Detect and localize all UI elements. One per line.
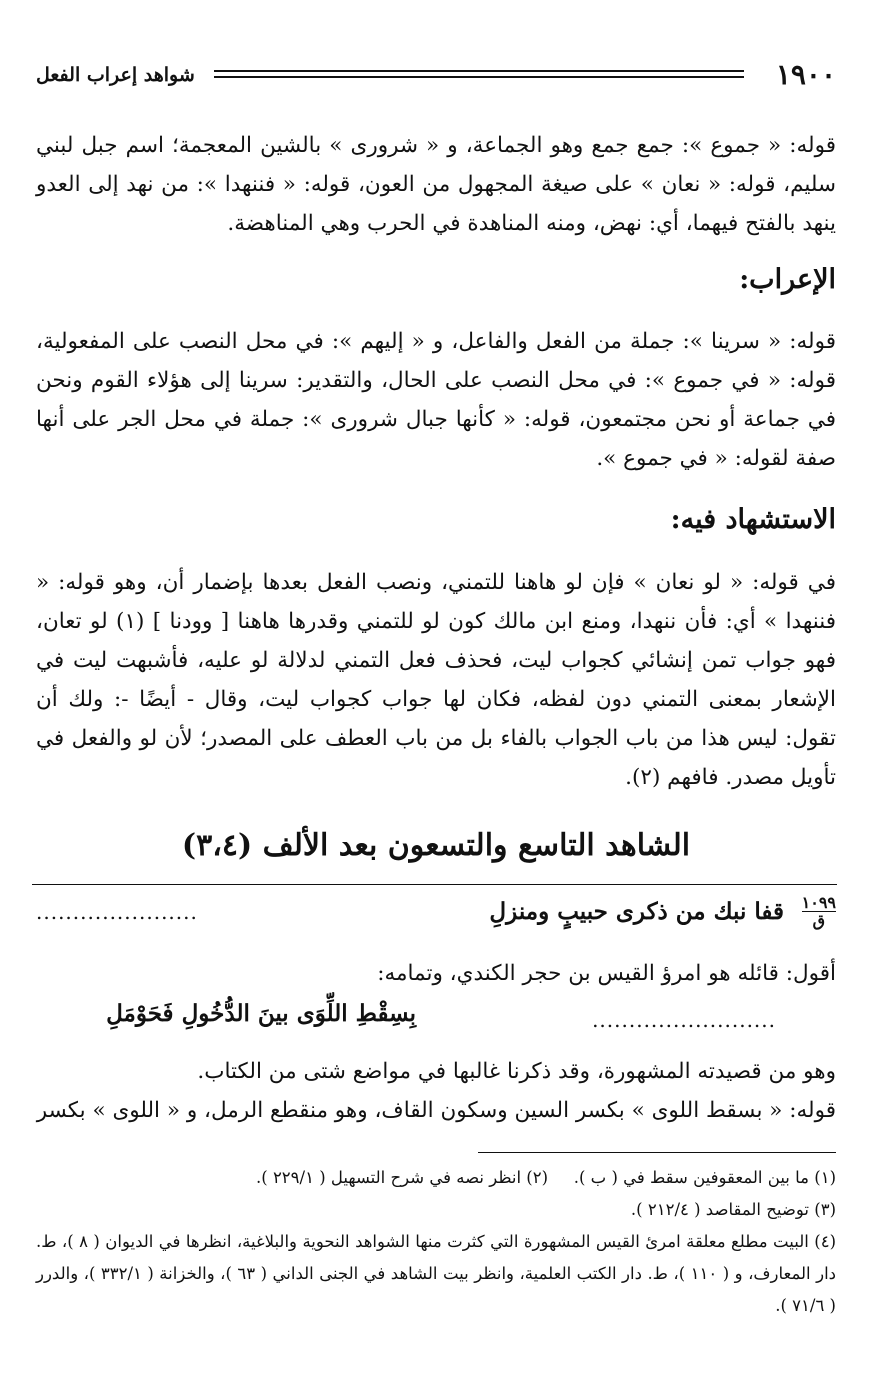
heading-irab: الإعراب: (739, 264, 836, 295)
header-rule (214, 76, 744, 78)
paragraph-qasida (36, 1052, 836, 1130)
footnote-1: (١) ما بين المعقوفين سقط في ( ب ). (573, 1168, 836, 1187)
paragraph-glossary (36, 126, 836, 243)
paragraph-line: قوله: « بسقط اللوى » بكسر السين وسكون القاف، وهو منقطع الرمل، و « اللوى » بكسر (36, 1098, 836, 1123)
verse-number (802, 894, 836, 929)
verse-first-hemistich: قفا نبك من ذكرى حبيبٍ ومنزلِ (489, 898, 784, 925)
verse-dots: ......................... (592, 1008, 776, 1032)
footnote-row (36, 1162, 836, 1194)
verse-first-line (36, 894, 836, 934)
heading-istishhad: الاستشهاد فيه: (670, 504, 836, 535)
paragraph-irab (36, 322, 836, 478)
paragraph-line: وهو من قصيدته المشهورة، وقد ذكرنا غالبها في مواضع شتى من الكتاب. (197, 1059, 836, 1084)
header-rule (214, 70, 744, 72)
paragraph-text: قوله: « سرينا »: جملة من الفعل والفاعل، و « إليهم »: في محل النصب على المفعولية، قوله: « في جموع »: في محل النصب على الحال، والتقدير: سرينا إلى هؤلاء القوم ونحن في جماعة أو نحن مجتمعون، قوله: « كأنها جبال شرورى »: جملة في محل الجر على أنها صفة لقوله: « في جموع ». (36, 329, 836, 471)
paragraph-text: في قوله: « لو نعان » فإن لو هاهنا للتمني، ونصب الفعل بعدها بإضمار أن، وهو قوله: « فننهدا » أي: فأن ننهدا، ومنع ابن مالك كون لو للتمني وقدرها هاهنا [ وودنا ] (١) لو تعان، فهو جواب تمن إنشائي كجواب ليت، فحذف فعل التمني لدلالة لو عليه، فأشبهت ليت في الإشعار بمعنى التمني دون لفظه، فكان لها جواب كجواب ليت، وقال - أيضًا -: ولك أن تقول: ليس هذا من باب الجواب بالفاء بل من باب العطف على المصدر؛ لأن لو والفعل في تأويل مصدر. فافهم (٢). (36, 570, 836, 790)
page-number: ١٩٠٠ (775, 58, 836, 91)
paragraph-qawl (36, 954, 836, 993)
verse-second-line (36, 1000, 836, 1040)
footnote-2: (٢) انظر نصه في شرح التسهيل ( ٢٢٩/١ ). (256, 1168, 549, 1187)
paragraph-line: أقول: قائله هو امرؤ القيس بن حجر الكندي، وتمامه: (377, 961, 836, 986)
footnote-rule (478, 1152, 836, 1153)
verse-letter: ق (802, 911, 836, 929)
footnotes (36, 1162, 836, 1322)
footnote-4: (٤) البيت مطلع معلقة امرئ القيس المشهورة التي كثرت منها الشواهد النحوية والبلاغية، انظرها في الديوان ( ٨ )، ط. دار المعارف، و ( ١١٠ )، ط. دار الكتب العلمية، وانظر بيت الشاهد في الجنى الداني ( ٦٣ )، والخزانة ( ٣٣٢/١ )، والدرر ( ٧١/٦ ). (36, 1232, 837, 1315)
page-header (36, 56, 836, 92)
verse-number-value: ١٠٩٩ (801, 893, 836, 912)
verse-second-hemistich: بِسِقْطِ اللِّوَى بينَ الدُّخُولِ فَحَوْمَلِ (106, 1000, 416, 1027)
shahid-title: الشاهد التاسع والتسعون بعد الألف (٣،٤) (181, 828, 691, 863)
paragraph-text: قوله: « جموع »: جمع جمع وهو الجماعة، و « شرورى » بالشين المعجمة؛ اسم جبل لبني سليم، قوله: « نعان » على صيغة المجهول من العون، قوله: « فننهدا »: من نهد إلى العدو ينهد بالفتح فيهما، أي: نهض، ومنه المناهدة في الحرب وهي المناهضة. (36, 133, 836, 236)
section-rule (32, 884, 837, 885)
verse-dots: ...................... (36, 900, 198, 924)
footnote-3: (٣) توضيح المقاصد ( ٢١٢/٤ ). (630, 1200, 836, 1219)
running-title: شواهد إعراب الفعل (36, 64, 195, 86)
paragraph-istishhad (36, 563, 836, 797)
